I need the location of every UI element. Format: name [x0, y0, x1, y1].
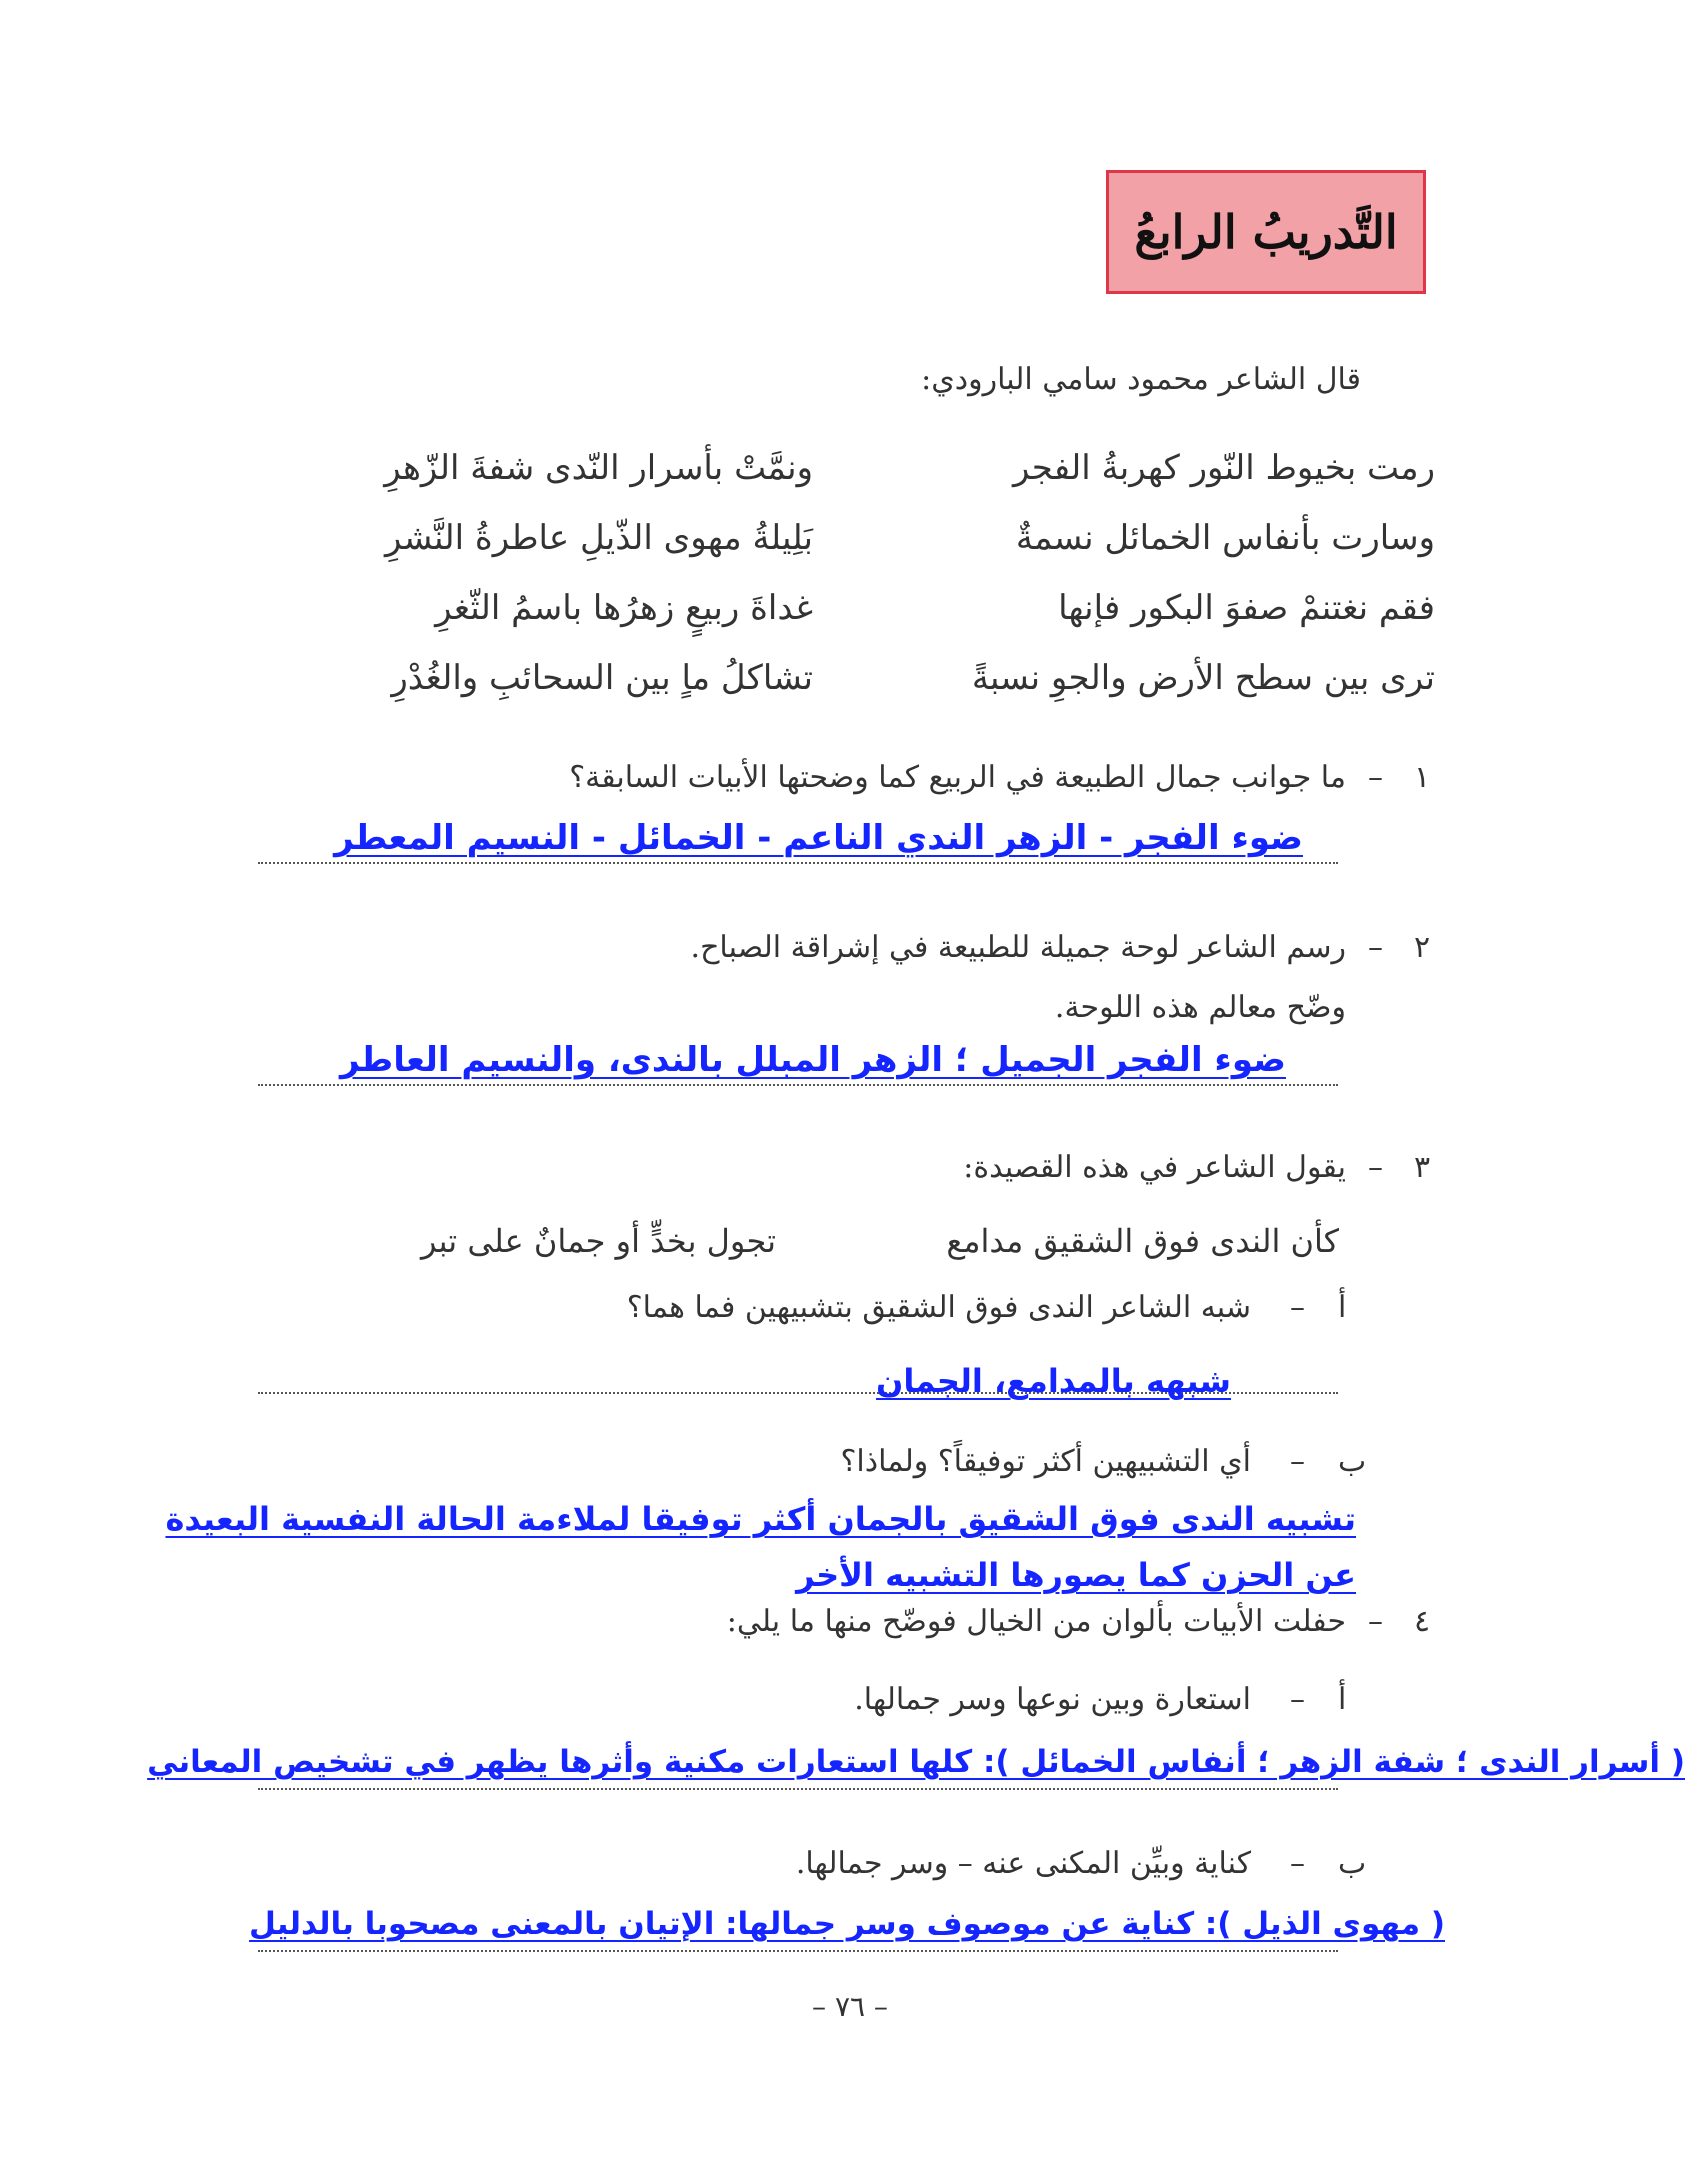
verse-4-right: ترى بين سطح الأرض والجوِ نسبةً — [971, 658, 1435, 698]
q4-text: حفلت الأبيات بألوان من الخيال فوضّح منها ما يلي: — [726, 1604, 1346, 1639]
page-number: – ٧٦ – — [812, 1990, 888, 2023]
q1-dash: – — [1368, 760, 1383, 795]
verse-3-right: فقم نغتنمْ صفوَ البكور فإنها — [1058, 588, 1435, 628]
q2-answer: ضوء الفجر الجميل ؛ الزهر المبلل بالندى، والنسيم العاطر — [340, 1040, 1286, 1080]
title-box — [1106, 170, 1426, 294]
q4b-text: كناية وبيِّن المكنى عنه – وسر جمالها. — [795, 1846, 1251, 1881]
q1-answer-line — [258, 862, 1338, 864]
q3b-answer-line1: تشبيه الندى فوق الشقيق بالجمان أكثر توفيقا لملاءمة الحالة النفسية البعيدة — [165, 1500, 1356, 1538]
q3b-text: أي التشبيهين أكثر توفيقاً؟ ولماذا؟ — [840, 1444, 1251, 1479]
verse-2-right: وسارت بأنفاس الخمائل نسمةٌ — [1015, 518, 1435, 558]
verse-2-left: بَلِيلةُ مهوى الذّيلِ عاطرةُ النَّشرِ — [384, 518, 813, 558]
q4b-label: ب — [1338, 1846, 1367, 1881]
q2-dash: – — [1368, 930, 1383, 965]
verse-3-left: غداةَ ربيعٍ زهرُها باسمُ الثّغرِ — [435, 588, 813, 628]
q1-text: ما جوانب جمال الطبيعة في الربيع كما وضحتها الأبيات السابقة؟ — [569, 760, 1346, 795]
verse-1-right: رمت بخيوط النّور كهربةُ الفجر — [1013, 448, 1435, 488]
q3-dash: – — [1368, 1150, 1383, 1185]
q4a-answer: ( أسرار الندى ؛ شفة الزهر ؛ أنفاس الخمائل ): كلها استعارات مكنية وأثرها يظهر في تشخيص المعاني — [147, 1744, 1685, 1780]
q3-number: ٣ — [1414, 1150, 1431, 1185]
q3a-text: شبه الشاعر الندى فوق الشقيق بتشبيهين فما هما؟ — [626, 1290, 1251, 1325]
q2-text-line2: وضّح معالم هذه اللوحة. — [1054, 990, 1346, 1025]
q3a-dash: – — [1290, 1290, 1305, 1325]
q4b-dash: – — [1290, 1846, 1305, 1881]
q3b-label: ب — [1338, 1444, 1367, 1479]
q3-text: يقول الشاعر في هذه القصيدة: — [963, 1150, 1346, 1185]
q4b-answer-line — [258, 1950, 1338, 1952]
q4a-answer-line — [258, 1788, 1338, 1790]
q4b-answer: ( مهوى الذيل ): كناية عن موصوف وسر جمالها: الإتيان بالمعنى مصحوبا بالدليل — [249, 1906, 1445, 1942]
q4a-label: أ — [1338, 1682, 1347, 1717]
q3a-answer: شبهه بالمدامع، الجمان — [876, 1362, 1231, 1400]
q3-verse-right: كأن الندى فوق الشقيق مدامع — [946, 1222, 1339, 1260]
q1-answer: ضوء الفجر - الزهر الندي الناعم - الخمائل - النسيم المعطر — [334, 818, 1303, 858]
intro-text: قال الشاعر محمود سامي البارودي: — [921, 362, 1361, 397]
q2-text-line1: رسم الشاعر لوحة جميلة للطبيعة في إشراقة الصباح. — [690, 930, 1346, 965]
q4a-dash: – — [1290, 1682, 1305, 1717]
verse-1-left: ونمَّتْ بأسرار النّدى شفةَ الزّهرِ — [384, 448, 813, 488]
verse-4-left: تشاكلُ ماٍ بين السحائبِ والغُدْرِ — [391, 658, 813, 698]
q3b-dash: – — [1290, 1444, 1305, 1479]
q4-dash: – — [1368, 1604, 1383, 1639]
q2-number: ٢ — [1414, 930, 1431, 965]
q3a-label: أ — [1338, 1290, 1347, 1325]
q3-verse-left: تجول بخدٍّ أو جمانٌ على تبر — [420, 1222, 776, 1260]
q4a-text: استعارة وبين نوعها وسر جمالها. — [854, 1682, 1251, 1717]
page-title: التَّدريبُ الرابعُ — [1134, 205, 1398, 259]
q1-number: ١ — [1414, 760, 1431, 795]
q2-answer-line — [258, 1084, 1338, 1086]
q3b-answer-line2: عن الحزن كما يصورها التشبيه الأخر — [796, 1556, 1356, 1594]
q4-number: ٤ — [1414, 1604, 1431, 1639]
